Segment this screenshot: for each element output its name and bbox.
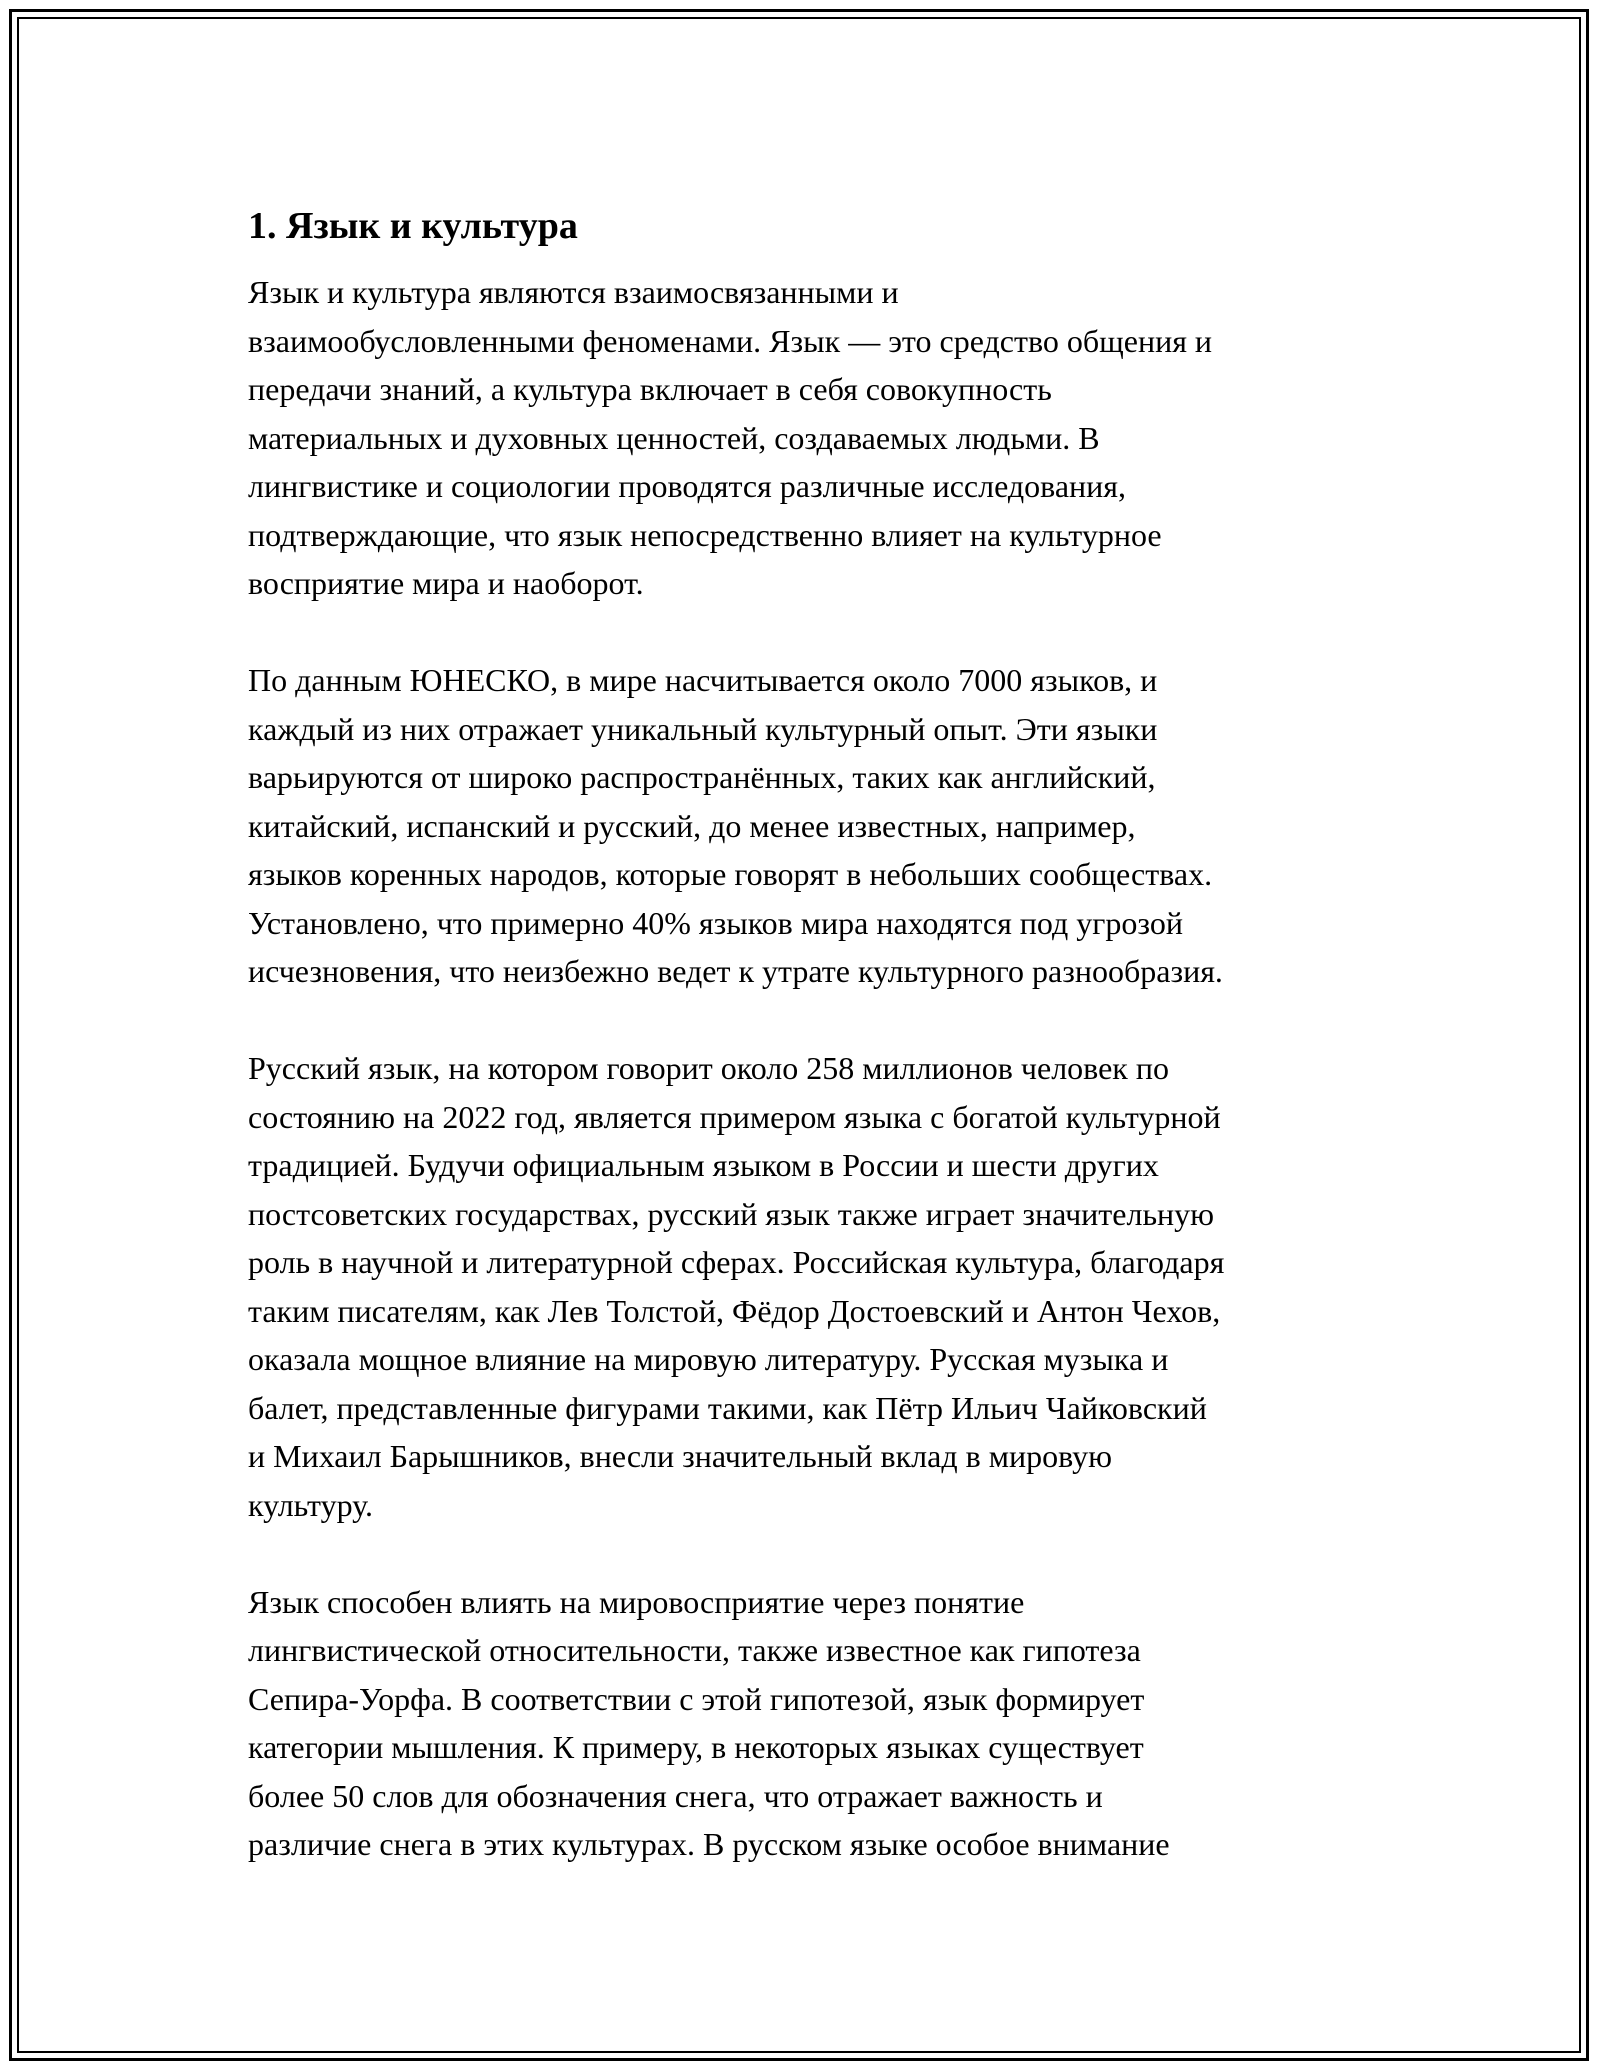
text-line: таким писателям, как Лев Толстой, Фёдор Достоевский и Антон Чехов, xyxy=(248,1292,1221,1329)
text-line: более 50 слов для обозначения снега, что отражает важность и xyxy=(248,1777,1103,1814)
text-line: восприятие мира и наоборот. xyxy=(248,565,644,601)
page-frame xyxy=(9,9,1589,2061)
text-line: материальных и духовных ценностей, создаваемых людьми. В xyxy=(248,419,1100,456)
text-line: каждый из них отражает уникальный культурный опыт. Эти языки xyxy=(248,710,1158,747)
text-line: категории мышления. К примеру, в некоторых языках существует xyxy=(248,1729,1144,1765)
text-line: балет, представленные фигурами такими, как Пётр Ильич Чайковский xyxy=(248,1389,1207,1426)
text-line: лингвистической относительности, также известное как гипотеза xyxy=(248,1632,1141,1668)
paragraph-russian-language xyxy=(248,1044,1388,1529)
text-line: Русский язык, на котором говорит около 258 миллионов человек по xyxy=(248,1050,1169,1086)
text-line: подтверждающие, что язык непосредственно влияет на культурное xyxy=(248,516,1162,553)
text-line: различие снега в этих культурах. В русском языке особое внимание xyxy=(248,1826,1170,1862)
text-line: Язык способен влиять на мировосприятие через понятие xyxy=(248,1583,1025,1620)
document-content xyxy=(248,200,1388,1917)
text-line: По данным ЮНЕСКО, в мире насчитывается около 7000 языков, и xyxy=(248,662,1158,698)
text-line: китайский, испанский и русский, до менее известных, например, xyxy=(248,807,1136,844)
text-line: исчезновения, что неизбежно ведет к утрате культурного разнообразия. xyxy=(248,953,1223,989)
paragraph-language-and-culture xyxy=(248,268,1388,608)
text-line: Язык и культура являются взаимосвязанными и xyxy=(248,274,899,310)
text-line: Установлено, что примерно 40% языков мира находятся под угрозой xyxy=(248,904,1183,941)
text-line: Сепира-Уорфа. В соответствии с этой гипотезой, язык формирует xyxy=(248,1680,1145,1717)
paragraph-linguistic-relativity xyxy=(248,1578,1388,1869)
text-line: постсоветских государствах, русский язык также играет значительную xyxy=(248,1195,1215,1232)
text-line: и Михаил Барышников, внесли значительный вклад в мировую xyxy=(248,1438,1113,1474)
section-heading: 1. Язык и культура xyxy=(248,205,578,247)
text-line: взаимообусловленными феноменами. Язык — это средство общения и xyxy=(248,322,1213,359)
paragraph-unesco-languages xyxy=(248,656,1388,996)
text-line: традицией. Будучи официальным языком в России и шести других xyxy=(248,1147,1159,1183)
text-line: языков коренных народов, которые говорят в небольших сообществах. xyxy=(248,856,1213,892)
text-line: передачи знаний, а культура включает в себя совокупность xyxy=(248,371,1052,407)
text-line: варьируются от широко распространённых, таких как английский, xyxy=(248,759,1156,795)
text-line: лингвистике и социологии проводятся различные исследования, xyxy=(248,468,1127,504)
text-line: культуру. xyxy=(248,1486,373,1523)
text-line: роль в научной и литературной сферах. Российская культура, благодаря xyxy=(248,1244,1225,1280)
text-line: оказала мощное влияние на мировую литературу. Русская музыка и xyxy=(248,1341,1169,1377)
text-line: состоянию на 2022 год, является примером языка с богатой культурной xyxy=(248,1098,1221,1135)
